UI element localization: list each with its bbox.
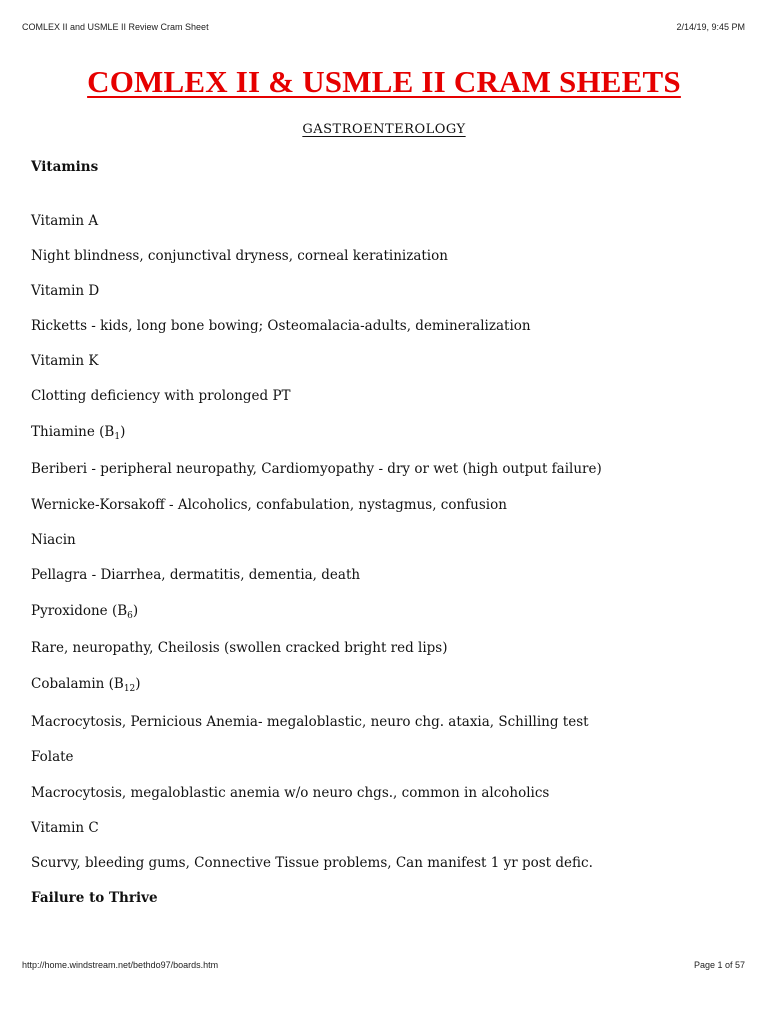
vitamin-d-description: Ricketts - kids, long bone bowing; Osteomalacia-adults, demineralization	[31, 318, 531, 334]
vitamin-a-description: Night blindness, conjunctival dryness, corneal keratinization	[31, 248, 448, 264]
vitamin-k-label: Vitamin K	[31, 353, 99, 369]
thiamine-label: Thiamine $(B_1)$	[31, 424, 126, 442]
thiamine-description-wernicke: Wernicke-Korsakoff - Alcoholics, confabulation, nystagmus, confusion	[31, 497, 507, 513]
page-title: COMLEX II & USMLE II CRAM SHEETS	[87, 64, 681, 99]
vitamin-k-description: Clotting deficiency with prolonged PT	[31, 388, 291, 404]
pyridoxine-description: Rare, neuropathy, Cheilosis (swollen cracked bright red lips)	[31, 640, 448, 656]
folate-description: Macrocytosis, megaloblastic anemia w/o neuro chgs., common in alcoholics	[31, 785, 550, 801]
vitamin-a-label: Vitamin A	[31, 213, 99, 229]
pyridoxine-label: Pyroxidone $(B_6)$	[31, 603, 139, 621]
print-header-title: COMLEX II and USMLE II Review Cram Sheet	[22, 22, 209, 32]
print-footer-page-number: Page 1 of 57	[693, 960, 745, 970]
print-footer-url: http://home.windstream.net/bethdo97/boards.htm	[22, 960, 219, 970]
vitamin-d-label: Vitamin D	[31, 283, 100, 299]
cobalamin-description: Macrocytosis, Pernicious Anemia- megaloblastic, neuro chg. ataxia, Schilling test	[31, 714, 589, 730]
section-heading: GASTROENTEROLOGY	[302, 122, 466, 137]
print-header-datetime: 2/14/19, 9:45 PM	[676, 22, 745, 32]
cobalamin-label: Cobalamin $(B_{12})$	[31, 676, 141, 694]
thiamine-description-beriberi: Beriberi - peripheral neuropathy, Cardiomyopathy - dry or wet (high output failure)	[31, 461, 602, 477]
vitamins-heading: Vitamins	[31, 159, 99, 175]
vitamin-c-label: Vitamin C	[31, 820, 99, 836]
niacin-description: Pellagra - Diarrhea, dermatitis, dementia, death	[31, 567, 361, 583]
folate-label: Folate	[31, 749, 74, 765]
niacin-label: Niacin	[31, 532, 76, 548]
vitamin-c-description: Scurvy, bleeding gums, Connective Tissue problems, Can manifest 1 yr post defic.	[31, 855, 593, 871]
failure-to-thrive-heading: Failure to Thrive	[31, 890, 158, 906]
